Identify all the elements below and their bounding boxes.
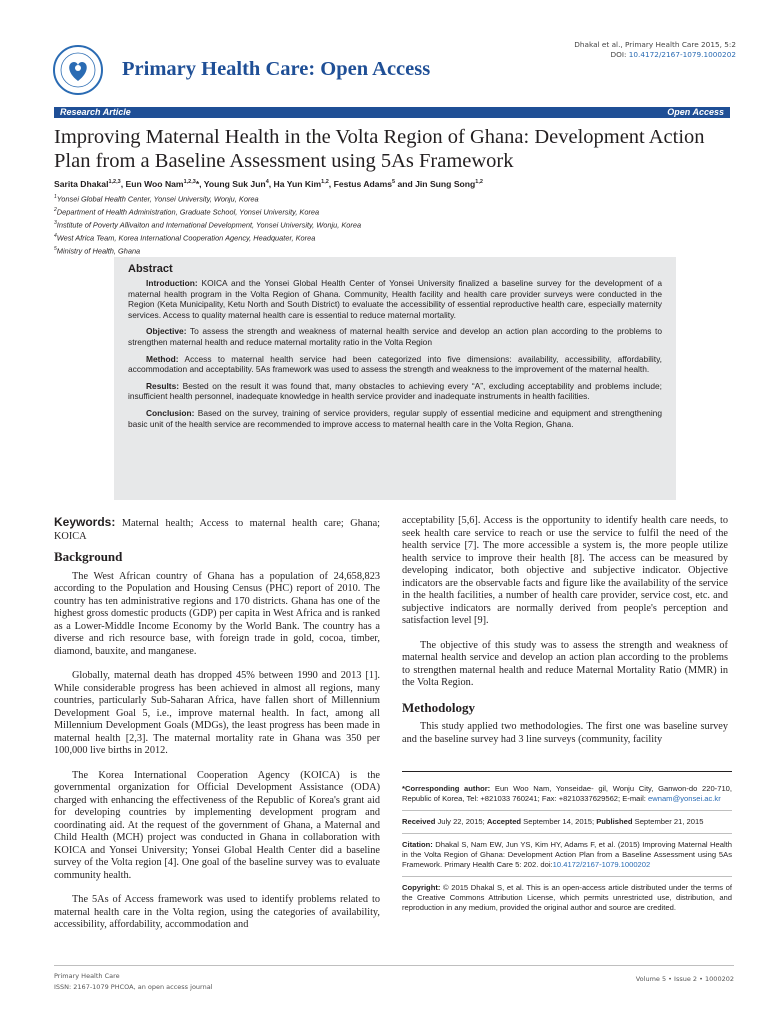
abstract-paragraph-text: Based on the survey, training of service providers, regular supply of essential medicine and equipment and strengthening basic unit of the health service are recommended to improve access to maternal health care in the Volta Region, Ghana. bbox=[128, 407, 662, 429]
received-label: Received bbox=[402, 817, 436, 826]
abstract-paragraph bbox=[128, 381, 662, 402]
affiliation-number: 5 bbox=[54, 246, 57, 253]
citation-line: Dhakal et al., Primary Health Care 2015, 5:2 bbox=[574, 40, 736, 49]
footer-volume: Volume 5 • Issue 2 • 1000202 bbox=[635, 975, 734, 983]
author-separator: and bbox=[395, 179, 416, 189]
doi-label: DOI: bbox=[610, 50, 627, 59]
article-title: Improving Maternal Health in the Volta Region of Ghana: Development Action Plan from a Baseline Assessment using 5As Framework bbox=[54, 126, 705, 172]
affiliation-number: 4 bbox=[54, 233, 57, 240]
affiliation-item bbox=[54, 218, 744, 231]
methodology-heading: Methodology bbox=[402, 699, 475, 715]
footer-divider bbox=[54, 965, 734, 966]
accepted-label: Accepted bbox=[486, 817, 522, 826]
right-column bbox=[402, 515, 728, 758]
background-paragraph: The Korea International Cooperation Agency (KOICA) is the governmental organization for Official Development Assistance (ODA) charged with enhancing the effectiveness of the Republic of Korea's grant aid for developing countries by implementing development program and coordinating aid. At the request of the government of Ghana, a Maternal and Child Health (MCH) project was conducted in Ghana in collaboration with KOICA and Yonsei University; Yonsei Global Health Center did a baseline survey of the Volta region [4]. One goal of the baseline survey was to evaluate community health. bbox=[54, 769, 380, 881]
abstract-paragraph bbox=[128, 326, 662, 347]
footer-issn: ISSN: 2167-1079 PHCOA, an open access journal bbox=[54, 983, 213, 991]
author-name: Eun Woo Nam bbox=[125, 179, 184, 189]
abstract-box bbox=[114, 257, 676, 500]
author-affil-sup: 1,2,3 bbox=[183, 179, 196, 186]
citation-doi-link[interactable]: 10.4172/2167-1079.1000202 bbox=[552, 860, 651, 869]
author-affil-sup: 5 bbox=[392, 179, 396, 186]
footer-left bbox=[54, 971, 213, 993]
author-name: Sarita Dhakal bbox=[54, 179, 109, 189]
body-paragraph: The objective of this study was to assess the strength and weakness of maternal health service and develop an action plan according to the problems to strengthen maternal health and reduce Maternal Mortality Ratio (MMR) in the Volta Region. bbox=[402, 639, 728, 688]
author-name: Young Suk Jun bbox=[203, 179, 266, 189]
abstract-paragraph-text: KOICA and the Yonsei Global Health Center of Yonsei University finalized a baseline survey for the development of a maternal health program in the Volta Region of Ghana. Community, Health facility and health care provider surveys were conducted in the Region (Keta Municipality, Ketu North and South District) to evaluate the accessibility of essential reproductive health care, especially maternity services. Access to quality maternal health care is essential to reduce maternal mortality. bbox=[128, 278, 662, 320]
published-date: September 21, 2015 bbox=[632, 817, 704, 826]
affiliation-text: Department of Health Administration, Graduate School, Yonsei University, Korea bbox=[56, 207, 320, 217]
copyright bbox=[402, 883, 732, 913]
abstract-paragraph-label: Objective: bbox=[146, 326, 187, 337]
author-list bbox=[54, 179, 744, 189]
citation-text: Dhakal S, Nam EW, Jun YS, Kim HY, Adams F, et al. (2015) Improving Maternal Health in the Volta Region of Ghana: Development Action Plan from a Baseline Assessment using 5As Framework. Primary Health Care 5: 202. doi: bbox=[402, 840, 732, 869]
author-affil-sup: 1,2 bbox=[321, 179, 329, 186]
affiliation-number: 3 bbox=[54, 220, 57, 227]
author-name: Festus Adams bbox=[333, 179, 393, 189]
citation-label: Citation: bbox=[402, 840, 433, 849]
abstract-paragraph-label: Conclusion: bbox=[146, 407, 195, 418]
journal-title: Primary Health Care: Open Access bbox=[122, 58, 431, 80]
affiliation-item bbox=[54, 205, 744, 218]
affiliation-text: West Africa Team, Korea International Cooperation Agency, Headquater, Korea bbox=[56, 233, 316, 243]
affiliation-item bbox=[54, 244, 744, 257]
citation bbox=[402, 840, 732, 870]
footer-journal: Primary Health Care bbox=[54, 972, 120, 980]
right-paragraphs bbox=[402, 515, 728, 690]
divider bbox=[402, 810, 732, 811]
author-separator: *, bbox=[195, 179, 204, 189]
citation-block bbox=[574, 40, 736, 60]
affiliation-item bbox=[54, 231, 744, 244]
left-column bbox=[54, 516, 380, 944]
author-affil-sup: 4 bbox=[265, 179, 269, 186]
divider bbox=[402, 833, 732, 834]
copyright-label: Copyright: bbox=[402, 883, 441, 892]
affiliation-list bbox=[54, 192, 744, 257]
background-paragraph: The 5As of Access framework was used to identify problems related to maternal health care in the Volta region, using the categories of availability, accessibility, affordability, accommodation and bbox=[54, 894, 380, 930]
keywords bbox=[54, 516, 380, 543]
background-paragraphs bbox=[54, 571, 380, 932]
abstract-paragraphs bbox=[128, 278, 662, 429]
affiliation-number: 1 bbox=[54, 194, 57, 200]
copyright-text: © 2015 Dhakal S, et al. This is an open-access article distributed under the terms of the Creative Commons Attribution License, which permits unrestricted use, distribution, and reproduction in any medium, provided the original author and source are credited. bbox=[402, 883, 732, 912]
affiliation-text: Institute of Poverty Allivaiton and International Development, Yonsei University, Wonju, Korea bbox=[56, 220, 362, 230]
abstract-paragraph bbox=[128, 408, 662, 429]
correspondence-box bbox=[402, 771, 732, 919]
abstract-paragraph-label: Introduction: bbox=[146, 278, 198, 288]
abstract-paragraph-label: Results: bbox=[146, 380, 180, 391]
open-access-label: Open Access bbox=[667, 107, 724, 117]
article-type-bar bbox=[54, 107, 730, 118]
author-name: Jin Sung Song bbox=[415, 179, 476, 189]
background-paragraph: Globally, maternal death has dropped 45% between 1990 and 2013 [1]. While considerable progress has been achieved in almost all regions, many countries, particularly Sub-Saharan Africa, have fallen short of Millennium Development Goal 5, i.e., improve maternal health. In fact, among all Millennium Development Goals (MDGs), the least progress has been made in maternal health [2,3]. The maternal mortality rate in Ghana was 350 per 100,000 live births in 2012. bbox=[54, 670, 380, 756]
methodology-paragraph: This study applied two methodologies. The first one was baseline survey and the baseline survey had 3 line surveys (community, facility bbox=[402, 721, 728, 745]
author-affil-sup: 1,2,3 bbox=[108, 179, 121, 186]
doi-link[interactable]: 10.4172/2167-1079.1000202 bbox=[628, 50, 736, 59]
divider bbox=[402, 876, 732, 877]
corr-label: *Corresponding author: bbox=[402, 784, 491, 793]
abstract-paragraph bbox=[128, 278, 662, 320]
author-name: Ha Yun Kim bbox=[273, 179, 322, 189]
research-article-label: Research Article bbox=[60, 107, 131, 117]
corresponding-author bbox=[402, 784, 732, 804]
author-separator: , bbox=[120, 179, 126, 189]
keywords-text: Maternal health; Access to maternal health care; Ghana; KOICA bbox=[54, 518, 380, 542]
journal-seal-logo-icon bbox=[52, 44, 104, 96]
published-label: Published bbox=[596, 817, 633, 826]
author-affil-sup: 1,2 bbox=[475, 179, 483, 186]
corr-email-link[interactable]: ewnam@yonsei.ac.kr bbox=[648, 794, 721, 803]
abstract-paragraph bbox=[128, 354, 662, 375]
background-paragraph: The West African country of Ghana has a population of 24,658,823 according to the Population and Housing Census (PHC) report of 2010. The country has ten administrative regions and 170 districts. Ghana has one of the highest gross domestic products (GDP) per capita in West Africa and is ranked as a Lower-Middle Income Economy by the World Bank. The country has a diverse and rich resource base, with foreign trade in gold, cocoa, timber, diamond, bauxite, and manganese. bbox=[54, 570, 380, 657]
keywords-label: Keywords: bbox=[54, 515, 116, 529]
body-paragraph: acceptability [5,6]. Access is the opportunity to identify health care needs, to seek health care service to reach or use the service to fulfil the need of the health service [7]. The more accessible a system is, the more people utilize health service to improve their health [8]. The access can be measured by developing indicator, both objective and subjective indicator. Objective indicators are the observable facts and figure like the availability of the service in the health facilities, a number of health care provider, service cost, etc. and subjective indicators are normally derived from people's perception and satisfaction level [9]. bbox=[402, 515, 728, 626]
abstract-paragraph-text: Access to maternal health service had been categorized into five dimensions: availability, accessibility, affordability, accommodation and acceptability. 5As framework was used to assess the strength and weakness to the improvement of the maternal health. bbox=[128, 353, 662, 375]
received-date: July 22, 2015; bbox=[435, 817, 487, 826]
background-heading: Background bbox=[54, 549, 123, 564]
author-separator: , bbox=[268, 179, 274, 189]
abstract-paragraph-text: To assess the strength and weakness of maternal health service and develop an action plan according to the problems to strengthen maternal health and reduce maternal mortality ratio in the Volta Region bbox=[128, 326, 662, 347]
accepted-date: September 14, 2015; bbox=[521, 817, 597, 826]
corr-text: Eun Woo Nam, Yonseidae- gil, Wonju City, Ganwon-do 220-710, Republic of Korea, Tel: +821033 760241; Fax: +8210337629562; E-mail: bbox=[402, 784, 732, 803]
author-separator: , bbox=[328, 179, 334, 189]
dates bbox=[402, 817, 732, 827]
affiliation-text: Yonsei Global Health Center, Yonsei University, Wonju, Korea bbox=[56, 194, 259, 204]
abstract-paragraph-text: Bested on the result it was found that, many obstacles to achieving every “A”, excluding acceptability and problems include; insufficient health personnel, inadequate knowledge in health service provider and inadequate instruments in health facilities. bbox=[128, 380, 662, 402]
affiliation-text: Ministry of Health, Ghana bbox=[56, 246, 141, 256]
affiliation-item bbox=[54, 192, 744, 205]
abstract-heading: Abstract bbox=[128, 263, 173, 275]
doi-line bbox=[574, 50, 736, 60]
abstract-paragraph-label: Method: bbox=[146, 353, 179, 364]
affiliation-number: 2 bbox=[54, 207, 57, 214]
